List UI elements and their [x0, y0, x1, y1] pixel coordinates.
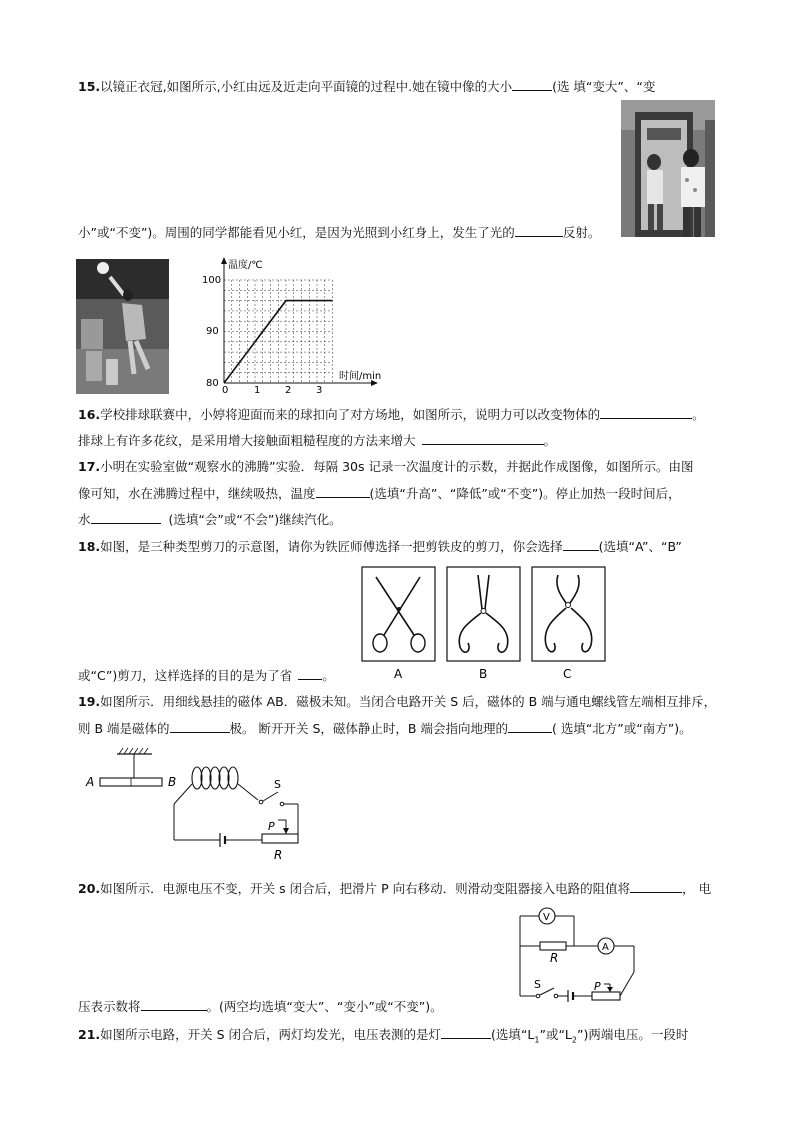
q17-text: (选填“会”或“不会”)继续汽化。 — [168, 512, 342, 527]
q19-line2 — [78, 720, 692, 737]
answer-blank[interactable] — [515, 224, 563, 237]
volleyball-photo — [76, 259, 169, 394]
q19-line1 — [78, 694, 716, 710]
temperature-graph — [196, 255, 396, 395]
q15-line1 — [78, 78, 655, 95]
slider-label: P — [594, 980, 601, 993]
answer-blank[interactable] — [422, 432, 544, 445]
q17-line1 — [78, 459, 693, 475]
subscript: 2 — [571, 1035, 577, 1045]
switch-label: S — [274, 778, 281, 791]
y-axis-label: 温度/℃ — [228, 260, 263, 271]
y-tick-90: 90 — [206, 326, 219, 337]
resistor-label: R — [550, 951, 559, 965]
question-number: 17. — [78, 459, 101, 474]
q20-text: 如图所示．电源电压不变，开关 s 闭合后，把滑片 P 向右移动．则滑动变阻器接入电路的阻值将 — [100, 881, 631, 896]
answer-blank[interactable] — [600, 406, 692, 419]
q16-line1 — [78, 406, 705, 423]
answer-blank[interactable] — [170, 720, 230, 733]
scissors-figure — [360, 565, 610, 683]
q19-text: ( 选填“北方”或“南方”)。 — [551, 721, 692, 736]
x-tick-1: 1 — [254, 385, 261, 395]
q16-text: 。 — [543, 433, 557, 448]
q19-text: 则 B 端是磁体的 — [78, 721, 170, 736]
q18-text: 。 — [322, 668, 335, 683]
question-number: 20. — [78, 881, 101, 896]
answer-blank[interactable] — [441, 1026, 491, 1039]
q17-line3 — [78, 511, 342, 528]
q16-text: 学校排球联赛中，小婷将迎面而来的球扣向了对方场地，如图所示，说明力可以改变物体的 — [100, 407, 601, 422]
q17-text: 小明在实验室做“观察水的沸腾”实验．每隔 30s 记录一次温度计的示数，并据此作成图像，如图所示。由图 — [100, 459, 694, 474]
x-tick-2: 2 — [285, 385, 292, 395]
q21-text: ”)两端电压。一段时 — [576, 1027, 689, 1042]
q15-line2 — [78, 224, 600, 241]
q18-text: 或“C”)剪刀，这样选择的目的是为了省 — [78, 668, 293, 683]
answer-blank[interactable] — [512, 78, 552, 91]
question-number: 18. — [78, 539, 101, 554]
q17-text: (选填“升高”、“降低”或“不变”)。停止加热一段时间后， — [369, 486, 681, 501]
x-tick-3: 3 — [316, 385, 323, 395]
resistor-label: R — [274, 848, 283, 862]
q16-text: 排球上有许多花纹，是采用增大接触面粗糙程度的方法来增大 — [78, 433, 416, 448]
q21-line1 — [78, 1026, 688, 1049]
q20-text: ， 电 — [682, 881, 712, 896]
answer-blank[interactable] — [630, 880, 682, 893]
q21-text: 如图所示电路，开关 S 闭合后，两灯均发光，电压表测的是灯 — [100, 1027, 442, 1042]
question-number: 16. — [78, 407, 101, 422]
voltmeter-label: V — [543, 912, 550, 923]
q17-line2 — [78, 485, 681, 502]
q18-text: (选填“A”、“B” — [598, 539, 682, 554]
question-number: 21. — [78, 1027, 101, 1042]
mirror-photo — [621, 100, 715, 237]
q18-line2 — [78, 667, 335, 684]
answer-blank[interactable] — [141, 998, 207, 1011]
q17-text: 水 — [78, 512, 91, 527]
scissors-label-c: C — [563, 667, 572, 681]
q17-text: 像可知，水在沸腾过程中，继续吸热，温度 — [78, 486, 316, 501]
q15-text: 以镜正衣冠,如图所示,小红由远及近走向平面镜的过程中.她在镜中像的大小 — [100, 79, 513, 94]
x-axis-label: 时间/min — [339, 371, 382, 382]
magnet-end-b: B — [168, 775, 177, 789]
q19-text: 极。 断开开关 S，磁体静止时，B 端会指向地理的 — [229, 721, 508, 736]
rheostat-circuit — [512, 906, 640, 1004]
ammeter-label: A — [602, 942, 609, 953]
question-number: 19. — [78, 694, 101, 709]
magnet-solenoid-circuit — [82, 742, 322, 864]
slider-label: P — [268, 820, 275, 833]
q20-text: 压表示数将 — [78, 999, 141, 1014]
q18-line1 — [78, 538, 682, 555]
answer-blank[interactable] — [316, 485, 370, 498]
scissors-label-a: A — [394, 667, 403, 681]
q20-text: 。(两空均选填“变大”、“变小”或“不变”)。 — [206, 999, 443, 1014]
scissors-label-b: B — [479, 667, 488, 681]
subscript: 1 — [534, 1035, 540, 1045]
answer-blank[interactable] — [563, 538, 599, 551]
magnet-end-a: A — [86, 775, 95, 789]
answer-blank[interactable] — [508, 720, 552, 733]
q19-text: 如图所示．用细线悬挂的磁体 AB．磁极未知。当闭合电路开关 S 后，磁体的 B 端与通电螺线管左端相互排斥， — [100, 694, 717, 709]
q15-text: 反射。 — [562, 225, 601, 240]
y-tick-80: 80 — [206, 378, 219, 389]
x-tick-0: 0 — [222, 385, 229, 395]
q20-line1 — [78, 880, 711, 897]
question-number: 15. — [78, 79, 101, 94]
q21-text: (选填“L — [491, 1027, 535, 1042]
q16-line2 — [78, 432, 556, 449]
q15-text: (选 填“变大”、“变 — [552, 79, 656, 94]
switch-label: S — [534, 978, 541, 991]
y-tick-100: 100 — [202, 275, 222, 286]
answer-blank[interactable] — [91, 511, 161, 524]
answer-blank[interactable] — [298, 667, 322, 680]
q20-line2 — [78, 998, 443, 1015]
q18-text: 如图，是三种类型剪刀的示意图，请你为铁匠师傅选择一把剪铁皮的剪刀，你会选择 — [100, 539, 563, 554]
q15-text: 小”或“不变”)。周围的同学都能看见小红，是因为光照到小红身上，发生了光的 — [78, 225, 515, 240]
q16-text: 。 — [692, 407, 705, 422]
q21-text: ”或“L — [539, 1027, 572, 1042]
